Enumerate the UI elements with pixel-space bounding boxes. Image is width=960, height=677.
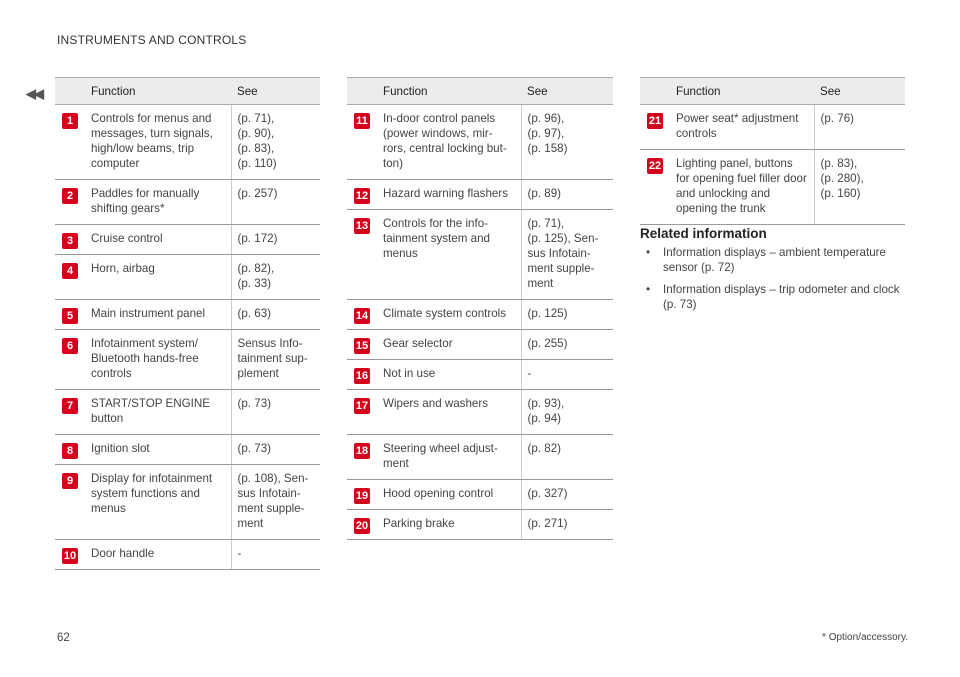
table-row: [55, 255, 320, 300]
related-link[interactable]: [640, 245, 910, 275]
col-function-header: Function: [85, 78, 231, 105]
col-see-header: See: [231, 78, 320, 105]
number-badge-icon: 14: [355, 310, 369, 322]
table-row: [640, 150, 905, 225]
number-badge-icon: 8: [62, 443, 78, 459]
function-cell: In-door control panels (power windows, mir- rors, central locking but- ton): [377, 105, 521, 180]
table-row: [347, 180, 613, 210]
related-link-text[interactable]: Information displays – trip odometer and clock (p. 73): [663, 283, 900, 311]
see-cell[interactable]: (p. 71), (p. 125), Sen- sus Infotain- ment supple- ment: [521, 210, 613, 300]
see-cell[interactable]: -: [521, 360, 613, 390]
table-row: [347, 435, 613, 480]
row-number-cell: [55, 255, 85, 300]
table-3-body: [640, 105, 905, 225]
row-number-cell: [347, 180, 377, 210]
see-cell[interactable]: (p. 172): [231, 225, 320, 255]
function-cell: Hazard warning flashers: [377, 180, 521, 210]
row-number-cell: [347, 390, 377, 435]
row-number-cell: [347, 105, 377, 180]
table-row: [55, 225, 320, 255]
number-badge-icon: 3: [62, 233, 78, 249]
number-badge-icon: 4: [62, 263, 78, 279]
see-cell[interactable]: (p. 73): [231, 390, 320, 435]
footnote: * Option/accessory.: [822, 632, 908, 643]
number-badge-icon: 15: [355, 340, 369, 352]
row-number-cell: [347, 360, 377, 390]
number-badge-icon: 19: [355, 490, 369, 502]
number-badge-icon: 18: [355, 445, 369, 457]
table-row: [347, 390, 613, 435]
page-number: 62: [57, 632, 70, 644]
function-cell: Horn, airbag: [85, 255, 231, 300]
back-double-chevron-icon[interactable]: ◀◀: [26, 86, 42, 101]
function-table-3: [640, 77, 905, 225]
related-list: [640, 245, 910, 312]
related-link[interactable]: [640, 282, 910, 312]
function-cell: Infotainment system/ Bluetooth hands-free controls: [85, 330, 231, 390]
number-badge-icon: 17: [355, 400, 369, 412]
row-number-cell: [347, 510, 377, 540]
row-number-cell: [347, 330, 377, 360]
function-cell: Hood opening control: [377, 480, 521, 510]
table-row: [55, 330, 320, 390]
see-cell[interactable]: (p. 255): [521, 330, 613, 360]
col-see-header: See: [814, 78, 905, 105]
row-number-cell: [55, 390, 85, 435]
see-cell[interactable]: (p. 83), (p. 280), (p. 160): [814, 150, 905, 225]
table-row: [55, 540, 320, 570]
col-number: [347, 78, 377, 105]
see-cell[interactable]: (p. 73): [231, 435, 320, 465]
col-number: [640, 78, 670, 105]
number-badge-icon: 22: [648, 160, 662, 172]
function-cell: Ignition slot: [85, 435, 231, 465]
see-cell[interactable]: (p. 82): [521, 435, 613, 480]
table-row: [347, 480, 613, 510]
function-cell: Cruise control: [85, 225, 231, 255]
see-cell[interactable]: (p. 96), (p. 97), (p. 158): [521, 105, 613, 180]
related-information: [640, 226, 910, 319]
number-badge-icon: 20: [355, 520, 369, 532]
table-row: [55, 300, 320, 330]
see-cell[interactable]: (p. 125): [521, 300, 613, 330]
page-header-title: INSTRUMENTS AND CONTROLS: [57, 33, 247, 47]
table-row: [347, 360, 613, 390]
row-number-cell: [55, 105, 85, 180]
function-cell: Main instrument panel: [85, 300, 231, 330]
function-cell: Wipers and washers: [377, 390, 521, 435]
row-number-cell: [640, 105, 670, 150]
col-function-header: Function: [377, 78, 521, 105]
see-cell[interactable]: (p. 76): [814, 105, 905, 150]
bullet-icon: •: [646, 283, 651, 296]
row-number-cell: [55, 465, 85, 540]
col-see-header: See: [521, 78, 613, 105]
row-number-cell: [55, 540, 85, 570]
function-cell: Climate system controls: [377, 300, 521, 330]
related-link-text[interactable]: Information displays – ambient temperature sensor (p. 72): [663, 246, 886, 274]
number-badge-icon: 10: [63, 550, 77, 562]
see-cell[interactable]: (p. 89): [521, 180, 613, 210]
row-number-cell: [347, 435, 377, 480]
see-cell[interactable]: (p. 93), (p. 94): [521, 390, 613, 435]
row-number-cell: [55, 330, 85, 390]
function-cell: Steering wheel adjust- ment: [377, 435, 521, 480]
number-badge-icon: 9: [62, 473, 78, 489]
see-cell[interactable]: (p. 271): [521, 510, 613, 540]
function-cell: Display for infotainment system functions and menus: [85, 465, 231, 540]
see-cell[interactable]: (p. 108), Sen- sus Infotain- ment supple- ment: [231, 465, 320, 540]
row-number-cell: [640, 150, 670, 225]
number-badge-icon: 13: [355, 220, 369, 232]
see-cell[interactable]: (p. 257): [231, 180, 320, 225]
related-heading: Related information: [640, 226, 767, 241]
bullet-icon: •: [646, 246, 651, 259]
function-cell: Controls for the info- tainment system and menus: [377, 210, 521, 300]
see-cell[interactable]: (p. 327): [521, 480, 613, 510]
table-row: [347, 330, 613, 360]
table-row: [640, 105, 905, 150]
function-cell: START/STOP ENGINE button: [85, 390, 231, 435]
col-function-header: Function: [670, 78, 814, 105]
col-number: [55, 78, 85, 105]
table-row: [55, 180, 320, 225]
row-number-cell: [347, 210, 377, 300]
function-table-1: [55, 77, 320, 570]
table-2-body: [347, 105, 613, 540]
function-table-2: [347, 77, 613, 540]
table-row: [55, 435, 320, 465]
row-number-cell: [347, 480, 377, 510]
table-row: [55, 465, 320, 540]
function-cell: Controls for menus and messages, turn signals, high/low beams, trip computer: [85, 105, 231, 180]
table-row: [55, 105, 320, 180]
number-badge-icon: 6: [62, 338, 78, 354]
number-badge-icon: 1: [62, 113, 78, 129]
number-badge-icon: 5: [62, 308, 78, 324]
table-row: [55, 390, 320, 435]
number-badge-icon: 2: [62, 188, 78, 204]
see-cell[interactable]: Sensus Info- tainment sup- plement: [231, 330, 320, 390]
table-1-body: [55, 105, 320, 570]
number-badge-icon: 12: [355, 190, 369, 202]
row-number-cell: [55, 225, 85, 255]
number-badge-icon: 7: [62, 398, 78, 414]
function-cell: Power seat* adjustment controls: [670, 105, 814, 150]
see-cell[interactable]: -: [231, 540, 320, 570]
see-cell[interactable]: (p. 63): [231, 300, 320, 330]
row-number-cell: [55, 300, 85, 330]
number-badge-icon: 16: [355, 370, 369, 382]
row-number-cell: [347, 300, 377, 330]
table-row: [347, 510, 613, 540]
table-row: [347, 105, 613, 180]
row-number-cell: [55, 435, 85, 465]
see-cell[interactable]: (p. 82), (p. 33): [231, 255, 320, 300]
function-cell: Lighting panel, buttons for opening fuel filler door and unlocking and opening the trunk: [670, 150, 814, 225]
number-badge-icon: 21: [648, 115, 662, 127]
function-cell: Parking brake: [377, 510, 521, 540]
number-badge-icon: 11: [354, 113, 370, 129]
see-cell[interactable]: (p. 71), (p. 90), (p. 83), (p. 110): [231, 105, 320, 180]
table-row: [347, 300, 613, 330]
function-cell: Paddles for manually shifting gears*: [85, 180, 231, 225]
function-cell: Door handle: [85, 540, 231, 570]
function-cell: Gear selector: [377, 330, 521, 360]
row-number-cell: [55, 180, 85, 225]
function-cell: Not in use: [377, 360, 521, 390]
table-row: [347, 210, 613, 300]
